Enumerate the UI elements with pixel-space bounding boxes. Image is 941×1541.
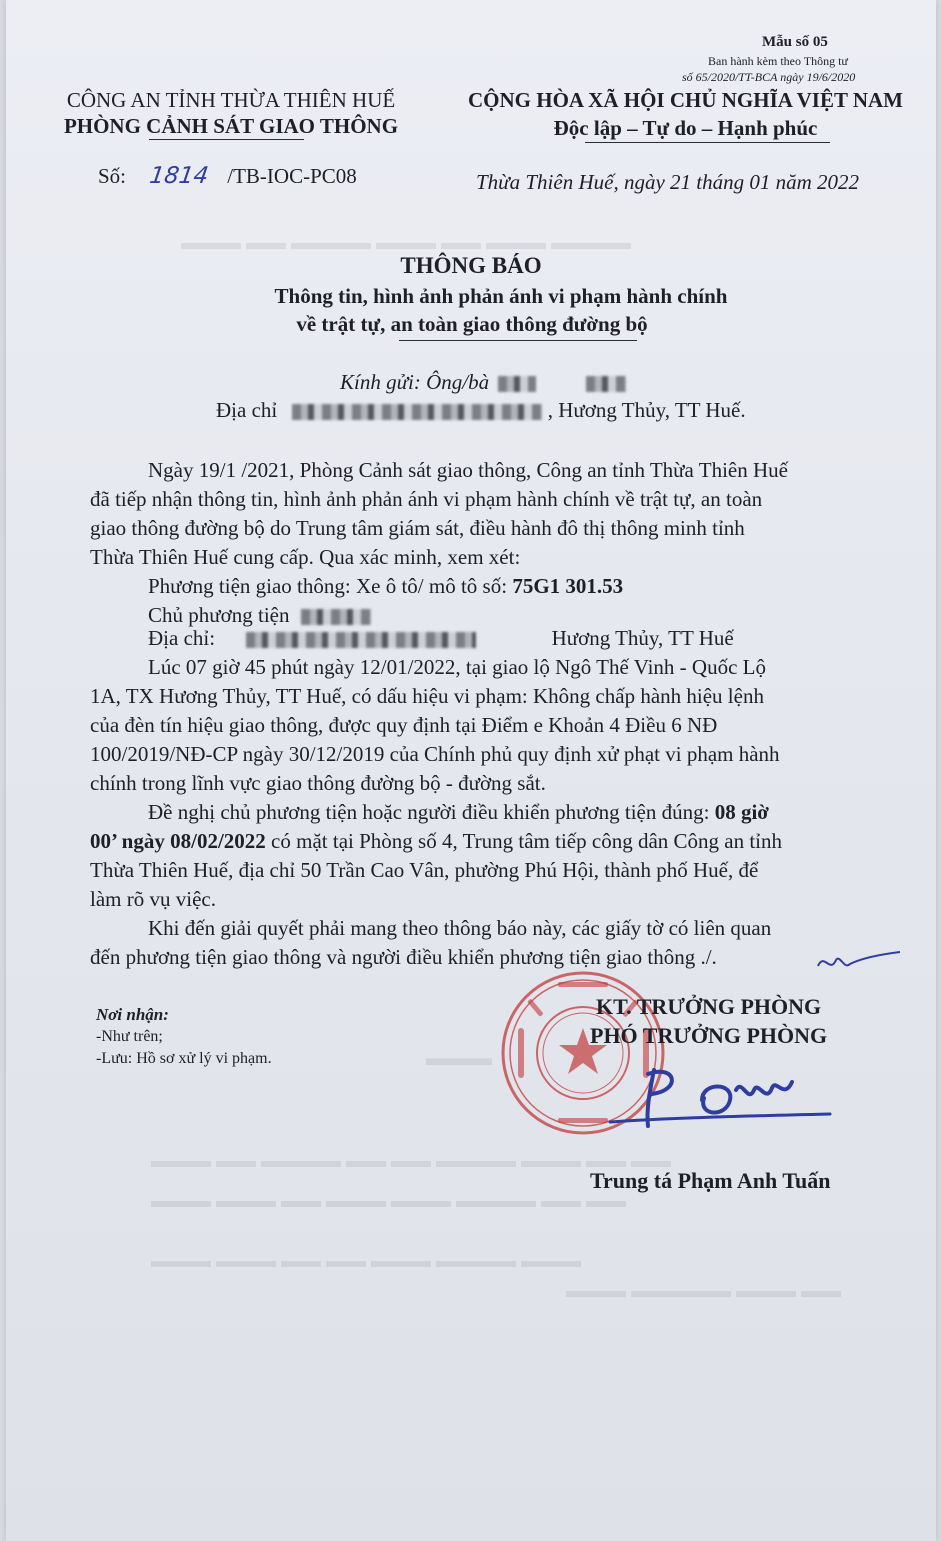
vehicle-line: Phương tiện giao thông: Xe ô tô/ mô tô số: 75G1 301.53 — [148, 574, 624, 598]
redacted-name — [498, 376, 536, 392]
initial-signature-mark — [814, 948, 904, 978]
receivers-title: Nơi nhận: — [96, 1005, 169, 1024]
show-through-text: ▬▬▬ — [426, 1045, 492, 1070]
body-line: Đề nghị chủ phương tiện hoặc người điều khiển phương tiện đúng: 08 giờ — [148, 800, 769, 824]
redacted-owner — [301, 609, 371, 625]
body-line: làm rõ vụ việc. — [90, 887, 216, 911]
license-plate: 75G1 301.53 — [512, 574, 624, 598]
motto-underline — [585, 142, 830, 143]
body-line: chính trong lĩnh vực giao thông đường bộ - đường sắt. — [90, 771, 546, 795]
nation-name: CỘNG HÒA XÃ HỘI CHỦ NGHĨA VIỆT NAM — [467, 88, 904, 112]
body-line: của đèn tín hiệu giao thông, được quy định tại Điểm e Khoản 4 Điều 6 NĐ — [90, 713, 718, 737]
recipient-address: Địa chỉ , Hương Thủy, TT Huế. — [216, 398, 746, 422]
redacted-owner-address — [246, 632, 476, 648]
show-through-text: ▬▬▬ ▬▬▬ ▬▬ ▬▬ ▬▬▬ ▬▬▬▬ ▬▬▬ — [151, 1250, 581, 1272]
body-line: 00’ ngày 08/02/2022 có mặt tại Phòng số 4, Trung tâm tiếp công dân Công an tỉnh — [90, 829, 783, 853]
signer-title-1: KT. TRƯỞNG PHÒNG — [596, 994, 822, 1019]
document-number: Số: 1814 /TB-IOC-PC08 — [98, 163, 357, 189]
receiver-item: -Lưu: Hồ sơ xử lý vi phạm. — [96, 1050, 272, 1067]
signer-name: Trung tá Phạm Anh Tuấn — [590, 1168, 831, 1193]
show-through-text: ▬▬▬ ▬▬ ▬▬▬▬ ▬▬▬ ▬▬ ▬▬▬ ▬▬▬▬ — [181, 232, 631, 254]
recipient-line: Kính gửi: Ông/bà — [340, 370, 626, 395]
receiver-item: -Như trên; — [96, 1028, 163, 1045]
body-line: Ngày 19/1 /2021, Phòng Cảnh sát giao thông, Công an tỉnh Thừa Thiên Huế — [148, 458, 788, 482]
signer-title-2: PHÓ TRƯỞNG PHÒNG — [590, 1023, 828, 1048]
document-subtitle-1: Thông tin, hình ảnh phản ánh vi phạm hành chính — [274, 284, 728, 308]
show-through-text: ▬▬▬ ▬▬▬▬▬ ▬▬▬ ▬▬ — [566, 1280, 841, 1302]
body-line: giao thông đường bộ do Trung tâm giám sát, điều hành đô thị thông minh tỉnh — [90, 516, 745, 540]
body-line: 100/2019/NĐ-CP ngày 30/12/2019 của Chính phủ quy định xử phạt vi phạm hành — [90, 742, 780, 766]
circular-reference: số 65/2020/TT-BCA ngày 19/6/2020 — [682, 70, 856, 84]
document-subtitle-2: về trật tự, an toàn giao thông đường bộ — [296, 312, 648, 336]
body-line: Thừa Thiên Huế cung cấp. Qua xác minh, xem xét: — [90, 545, 521, 569]
redacted-address — [292, 404, 542, 420]
header-underline — [149, 139, 304, 140]
handwritten-number: 1814 — [148, 163, 211, 189]
body-line: đã tiếp nhận thông tin, hình ảnh phản ánh vi phạm hành chính về trật tự, an toàn — [90, 487, 763, 511]
handwritten-signature — [606, 1060, 836, 1140]
document-page — [6, 0, 936, 1541]
body-line: đến phương tiện giao thông và người điều khiển phương tiện giao thông ./. — [90, 945, 717, 969]
agency-name: CÔNG AN TỈNH THỪA THIÊN HUẾ — [66, 88, 396, 112]
body-line: Thừa Thiên Huế, địa chỉ 50 Trần Cao Vân, phường Phú Hội, thành phố Huế, để — [90, 858, 759, 882]
show-through-text: ▬▬▬ ▬▬▬ ▬▬ ▬▬▬ ▬▬▬ ▬▬▬▬ ▬▬ ▬▬ — [151, 1190, 626, 1212]
issue-date: Thừa Thiên Huế, ngày 21 tháng 01 năm 2022 — [476, 170, 860, 194]
redacted-name — [586, 376, 626, 392]
body-line: Khi đến giải quyết phải mang theo thông báo này, các giấy tờ có liên quan — [148, 916, 772, 940]
show-through-text: ▬▬▬ ▬▬ ▬▬▬▬ ▬▬ ▬▬ ▬▬▬▬ ▬▬▬ ▬▬ ▬▬ — [151, 1150, 671, 1172]
owner-line: Chủ phương tiện — [148, 601, 371, 630]
title-underline — [399, 340, 637, 341]
body-line: Lúc 07 giờ 45 phút ngày 12/01/2022, tại giao lộ Ngô Thế Vinh - Quốc Lộ — [148, 655, 766, 679]
department-name: PHÒNG CẢNH SÁT GIAO THÔNG — [63, 114, 399, 138]
form-code: Mẫu số 05 — [762, 34, 828, 50]
issued-by-line: Ban hành kèm theo Thông tư — [708, 54, 848, 68]
document-title: THÔNG BÁO — [400, 253, 542, 278]
body-line: 1A, TX Hương Thủy, TT Huế, có dấu hiệu vi phạm: Không chấp hành hiệu lệnh — [90, 684, 764, 708]
owner-address-line: Địa chỉ: Hương Thủy, TT Huế — [148, 626, 734, 650]
motto: Độc lập – Tự do – Hạnh phúc — [553, 116, 818, 140]
appointment-date: 08/02/2022 — [170, 829, 266, 853]
